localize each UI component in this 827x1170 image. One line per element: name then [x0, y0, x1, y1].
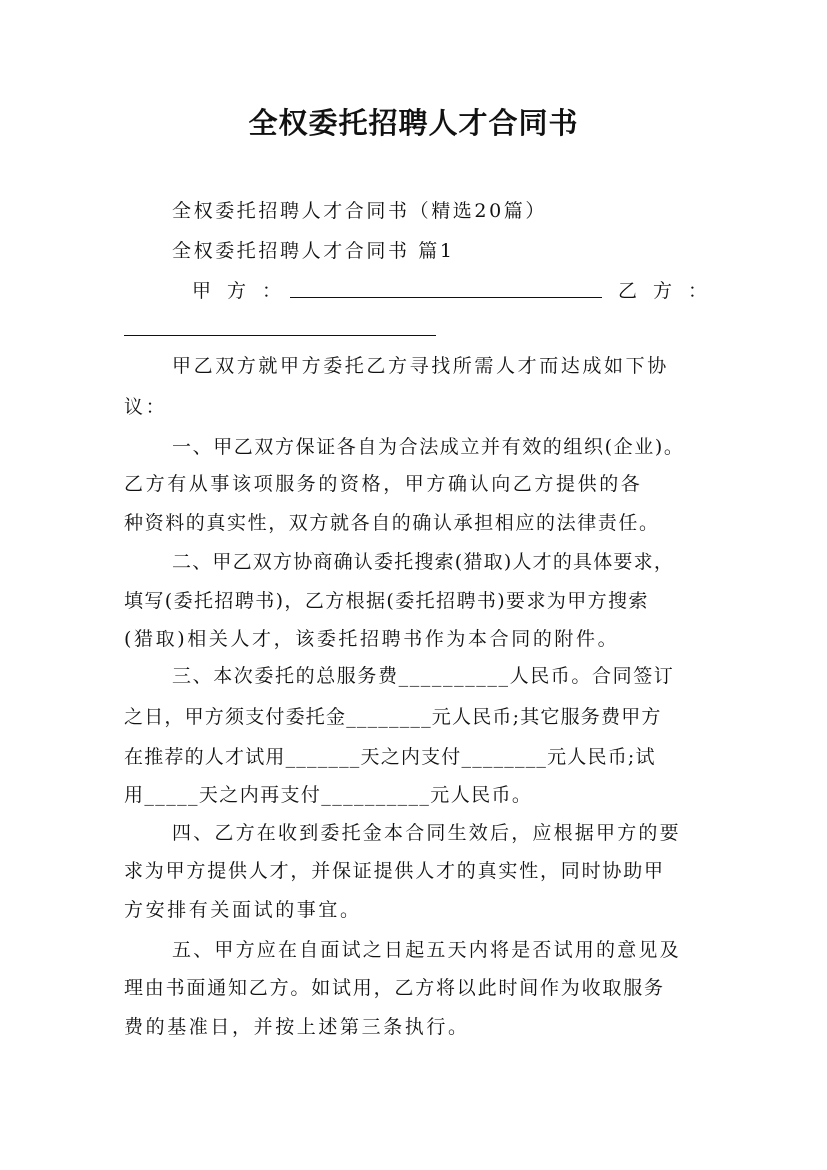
- paragraph-line: (猎取)相关人才，该委托招聘书作为本合同的附件。: [124, 628, 620, 650]
- paragraph-line: 四、乙方在收到委托金本合同生效后，应根据甲方的要: [172, 822, 681, 844]
- paragraph-line: 方安排有关面试的事宜。: [124, 899, 362, 921]
- paragraph-line: 费的基准日，并按上述第三条执行。: [124, 1016, 470, 1038]
- paragraph-line: 二、甲乙双方协商确认委托搜索(猎取)人才的具体要求，: [172, 551, 675, 573]
- paragraph-line: 求为甲方提供人才，并保证提供人才的真实性，同时协助甲: [124, 860, 665, 882]
- party-b-blank: [124, 335, 436, 336]
- paragraph-line: 五、甲方应在自面试之日起五天内将是否试用的意见及: [172, 939, 681, 961]
- paragraph-line: 甲乙双方就甲方委托乙方寻找所需人才而达成如下协: [172, 355, 669, 377]
- paragraph-line: 在推荐的人才试用_______天之内支付________元人民币;试: [124, 746, 656, 768]
- paragraph-line: 种资料的真实性，双方就各自的确认承担相应的法律责任。: [124, 512, 660, 534]
- paragraph-line: 用_____天之内再支付__________元人民币。: [124, 784, 533, 806]
- paragraph-line: 一、甲乙双方保证各自为合法成立并有效的组织(企业)。: [172, 436, 685, 458]
- paragraph-line: 乙方有从事该项服务的资格，甲方确认向乙方提供的各: [124, 473, 643, 495]
- paragraph-line: 之日，甲方须支付委托金________元人民币;其它服务费甲方: [124, 706, 662, 728]
- paragraph-line: 理由书面通知乙方。如试用，乙方将以此时间作为收取服务: [124, 977, 665, 999]
- document-title: 全权委托招聘人才合同书: [248, 106, 579, 140]
- paragraph-line: 三、本次委托的总服务费__________人民币。合同签订: [172, 665, 675, 687]
- party-a-label: 甲方：: [192, 280, 298, 302]
- paragraph-line: 议：: [124, 396, 168, 418]
- party-b-label: 乙方：: [618, 280, 724, 302]
- document-subtitle: 全权委托招聘人才合同书（精选20篇）: [172, 200, 547, 222]
- paragraph-line: 填写(委托招聘书)，乙方根据(委托招聘书)要求为甲方搜索: [124, 590, 649, 612]
- section-heading: 全权委托招聘人才合同书 篇1: [172, 240, 455, 262]
- party-a-blank: [290, 297, 602, 298]
